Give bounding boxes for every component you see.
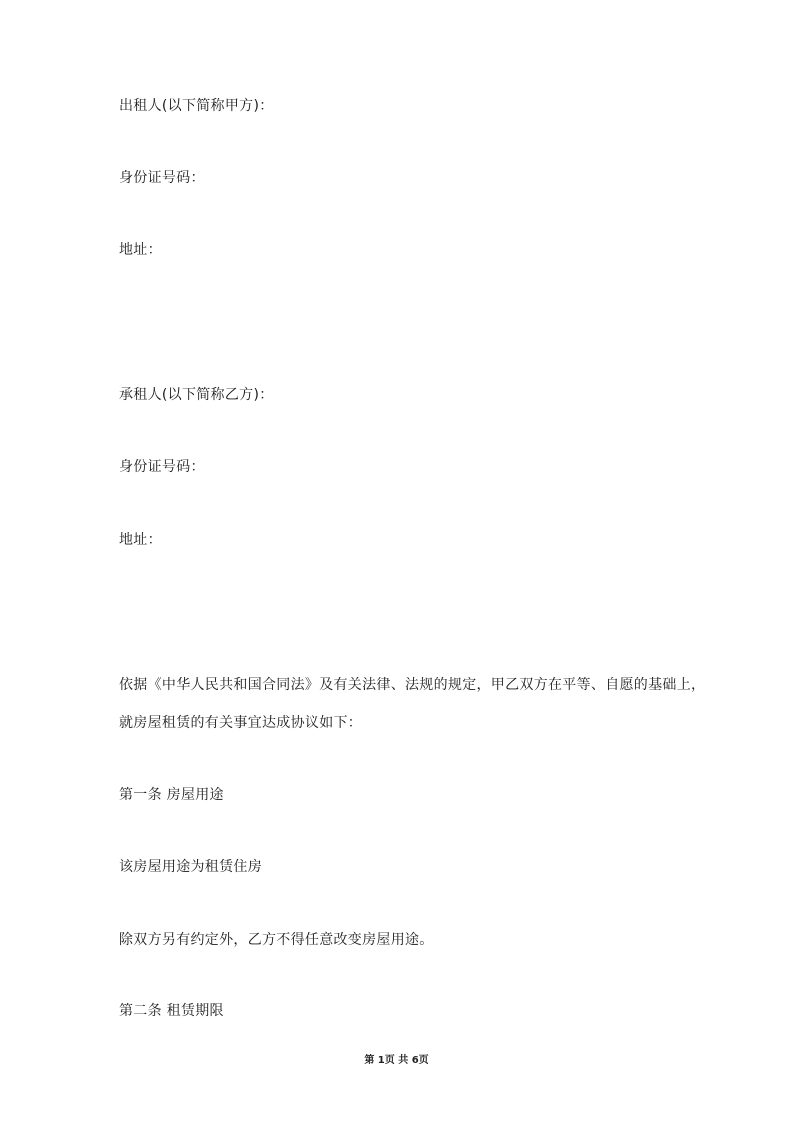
preamble-line-1: 依据《中华人民共和国合同法》及有关法律、法规的规定，甲乙双方在平等、自愿的基础上， (119, 677, 706, 693)
lessee-id-label: 身份证号码： (119, 459, 205, 475)
page-number-footer: 第 1页 共 6页 (364, 1055, 429, 1066)
lessor-address-label: 地址： (119, 242, 162, 258)
article-1-heading: 第一条 房屋用途 (119, 787, 224, 803)
lessor-label: 出租人(以下简称甲方)： (119, 98, 274, 114)
article-1-line-1: 该房屋用途为租赁住房 (119, 859, 262, 875)
article-1-line-2: 除双方另有约定外，乙方不得任意改变房屋用途。 (119, 932, 434, 948)
article-2-heading: 第二条 租赁期限 (119, 1003, 224, 1019)
preamble-line-2: 就房屋租赁的有关事宜达成协议如下： (119, 715, 363, 731)
lessee-address-label: 地址： (119, 532, 162, 548)
lessor-id-label: 身份证号码： (119, 170, 205, 186)
lessee-label: 承租人(以下简称乙方)： (119, 387, 274, 403)
